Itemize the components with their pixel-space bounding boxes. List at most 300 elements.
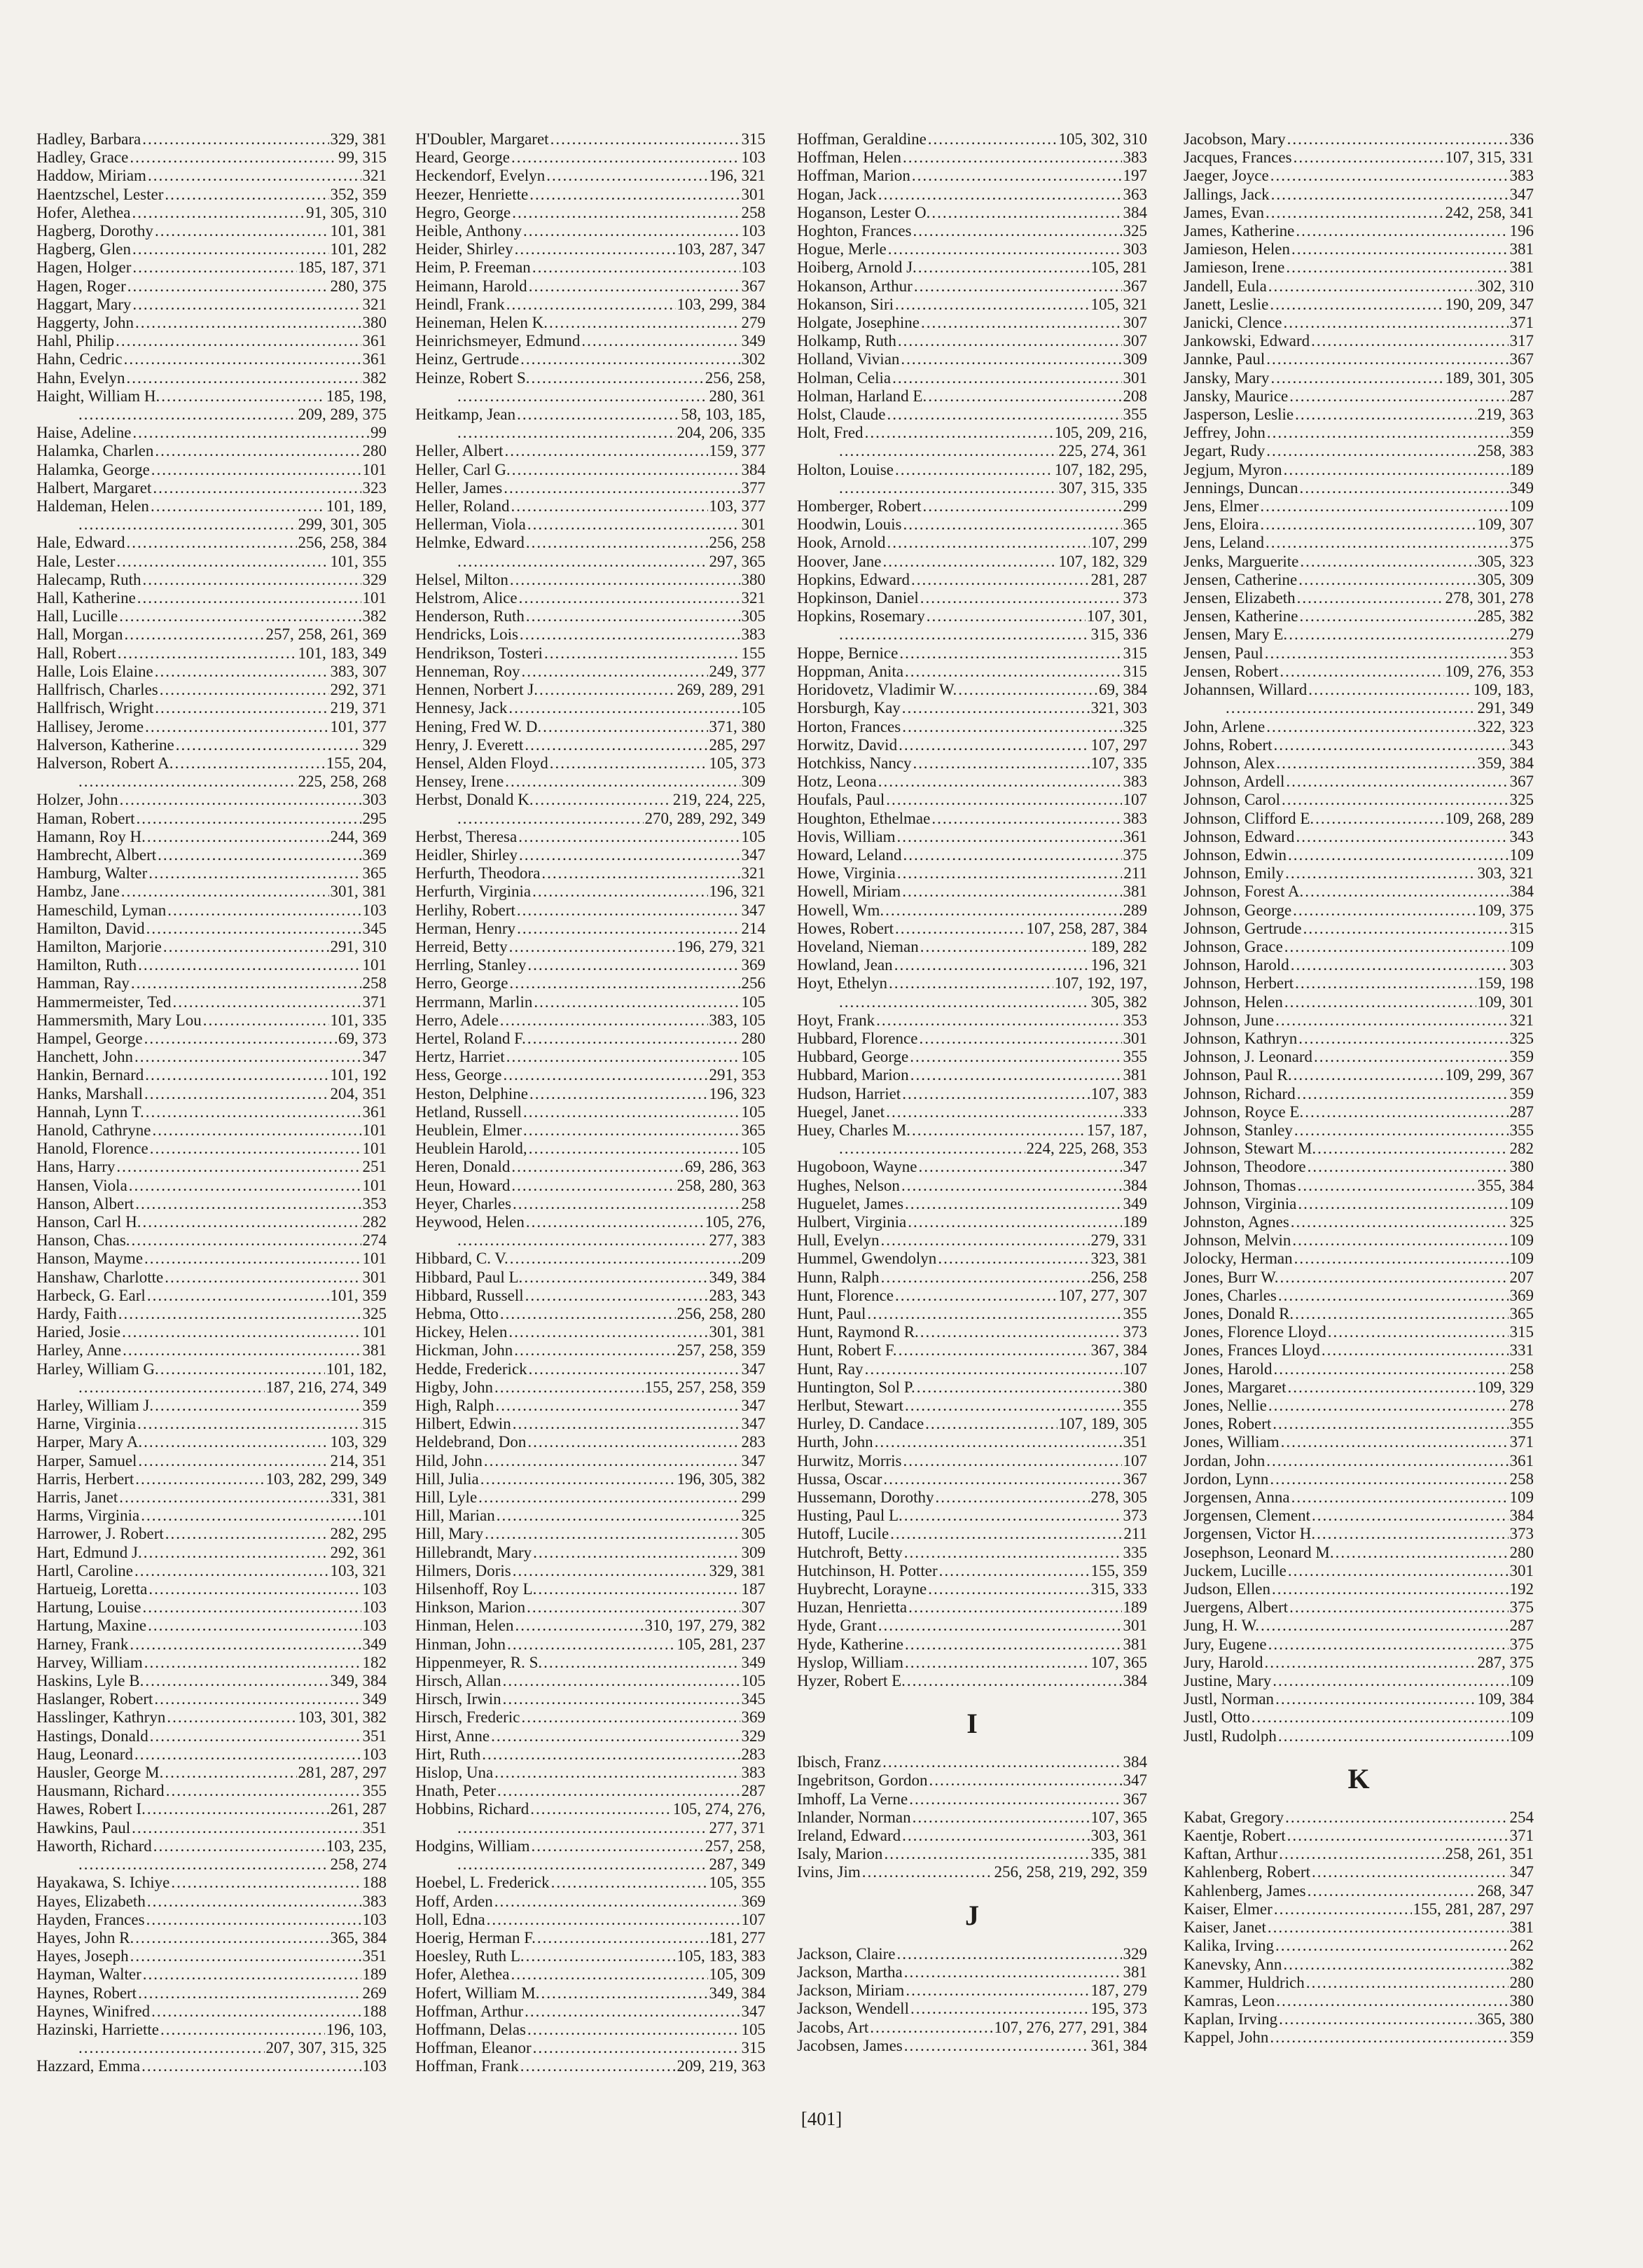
index-entry [1184, 296, 1534, 314]
entry-name: Hubbard, George [797, 1048, 909, 1066]
entry-name: Johnson, Edwin [1184, 845, 1287, 864]
leader-dots [1266, 718, 1476, 736]
entry-name: Johnson, Harold [1184, 956, 1289, 974]
entry-name: Hubbard, Marion [797, 1066, 909, 1084]
entry-pages: 349 [362, 1690, 387, 1708]
leader-dots [902, 883, 1121, 901]
entry-pages: 283, 343 [709, 1286, 765, 1304]
entry-pages: 105 [741, 827, 765, 845]
leader-dots [78, 773, 297, 791]
leader-dots [897, 1945, 1122, 1963]
entry-name: Johnston, Agnes [1184, 1212, 1289, 1231]
leader-dots [839, 993, 1090, 1011]
leader-dots [881, 1231, 1090, 1250]
entry-pages: 315 [1123, 662, 1147, 680]
leader-dots [504, 1066, 708, 1084]
leader-dots [917, 1378, 1122, 1397]
leader-dots [145, 1672, 328, 1690]
entry-pages: 381 [1123, 1066, 1147, 1084]
leader-dots [132, 296, 361, 314]
leader-dots [494, 1893, 740, 1911]
entry-name: Jansky, Mary [1184, 368, 1270, 387]
entry-pages: 258 [741, 1194, 765, 1212]
entry-name: Johnson, Clifford E. [1184, 809, 1315, 827]
leader-dots [153, 1837, 325, 1855]
entry-pages: 359 [1509, 1048, 1534, 1066]
index-entry [1184, 314, 1534, 332]
index-entry-continuation [36, 406, 387, 424]
entry-name: Haldeman, Helen [36, 497, 149, 516]
entry-pages: 187 [741, 1580, 765, 1598]
index-entry [797, 553, 1147, 571]
entry-pages: 105, 373 [709, 754, 765, 772]
index-entry [415, 1470, 765, 1488]
index-entry [36, 1874, 387, 1892]
index-entry [797, 956, 1147, 974]
index-entry [797, 314, 1147, 332]
leader-dots [1276, 1992, 1508, 2010]
leader-dots [155, 699, 328, 717]
index-entry [415, 1984, 765, 2003]
entry-pages: 355 [1509, 1121, 1534, 1139]
leader-dots [529, 186, 740, 204]
entry-pages: 107 [1123, 1360, 1147, 1378]
entry-pages: 103 [362, 1745, 387, 1763]
leader-dots [1291, 1488, 1509, 1507]
entry-name: Henderson, Ruth [415, 607, 525, 625]
entry-name: Haworth, Richard [36, 1837, 152, 1855]
entry-name: Hallfrisch, Wright [36, 699, 154, 717]
index-entry [1184, 1378, 1534, 1397]
index-entry [415, 1195, 765, 1213]
entry-name: Haskins, Lyle B. [36, 1672, 144, 1690]
entry-pages: 384 [1123, 1672, 1147, 1690]
index-entry [415, 920, 765, 938]
index-entry [36, 2003, 387, 2021]
index-entry [1184, 167, 1534, 185]
entry-pages: 307, 315, 335 [1058, 478, 1147, 497]
entry-pages: 257, 258, [705, 1837, 765, 1855]
index-entry [36, 350, 387, 368]
entry-name: Hoff, Arden [415, 1892, 493, 1910]
leader-dots [517, 920, 740, 938]
index-entry [36, 864, 387, 883]
index-entry [415, 625, 765, 644]
entry-name: Hayes, John R. [36, 1928, 134, 1947]
index-entry [415, 240, 765, 258]
index-entry [415, 1911, 765, 1929]
index-entry [1184, 1048, 1534, 1066]
entry-name: Hutoff, Lucile [797, 1525, 889, 1543]
index-entry-continuation [1184, 699, 1534, 717]
entry-pages: 315 [362, 1415, 387, 1433]
entry-name: Hambrecht, Albert [36, 845, 157, 864]
entry-name: Johnson, Alex [1184, 754, 1275, 772]
index-entry [415, 1672, 765, 1690]
index-entry [415, 938, 765, 956]
index-entry [415, 1598, 765, 1617]
entry-name: Kaiser, Elmer [1184, 1900, 1273, 1918]
entry-pages: 187, 216, 274, 349 [265, 1378, 387, 1396]
entry-pages: 329 [362, 735, 387, 754]
leader-dots [935, 1488, 1089, 1507]
index-entry [1184, 736, 1534, 754]
leader-dots [913, 222, 1122, 240]
leader-dots [903, 148, 1121, 167]
index-entry [415, 791, 765, 809]
entry-name: Kaplan, Irving [1184, 2010, 1278, 2028]
index-entry [1184, 332, 1534, 350]
entry-pages: 380 [1509, 1991, 1534, 2010]
entry-name: Hunn, Ralph [797, 1268, 880, 1286]
entry-pages: 109, 299, 367 [1445, 1066, 1534, 1084]
entry-name: Johnson, Paul R. [1184, 1066, 1292, 1084]
entry-pages: 103, 235, [326, 1837, 387, 1855]
index-entry [797, 1598, 1147, 1617]
leader-dots [457, 387, 708, 406]
entry-pages: 352, 359 [330, 185, 387, 203]
entry-pages: 101, 381 [330, 222, 387, 240]
entry-pages: 101, 335 [330, 1011, 387, 1029]
index-entry [797, 901, 1147, 920]
entry-name: Hunt, Florence [797, 1286, 894, 1304]
entry-name: Hussemann, Dorothy [797, 1488, 934, 1507]
leader-dots [1287, 1378, 1476, 1397]
entry-name: Helmke, Edward [415, 534, 525, 552]
leader-dots [457, 1855, 708, 1874]
leader-dots [165, 1764, 296, 1782]
leader-dots [1278, 1727, 1509, 1745]
index-entry [36, 663, 387, 681]
entry-pages: 361 [1123, 827, 1147, 845]
entry-pages: 103 [362, 1580, 387, 1598]
leader-dots [129, 1177, 361, 1195]
entry-pages: 301 [1509, 1561, 1534, 1579]
leader-dots [1308, 1158, 1509, 1176]
entry-name: Hess, George [415, 1066, 502, 1084]
index-entry [36, 148, 387, 167]
leader-dots [901, 1177, 1122, 1195]
index-entry [36, 497, 387, 516]
entry-name: Hurley, D. Candace [797, 1415, 924, 1433]
entry-pages: 256, 258, [705, 368, 765, 387]
leader-dots [1300, 553, 1476, 571]
entry-name: Heckendorf, Evelyn [415, 167, 546, 185]
leader-dots [518, 828, 740, 846]
leader-dots [878, 773, 1122, 791]
leader-dots [497, 1507, 740, 1525]
leader-dots [1289, 1598, 1508, 1617]
entry-name: Halamka, George [36, 460, 150, 478]
entry-name: Jasperson, Leslie [1184, 406, 1294, 424]
leader-dots [142, 130, 328, 148]
index-entry [797, 1378, 1147, 1397]
entry-name: Jolocky, Herman [1184, 1250, 1293, 1268]
entry-name: Howell, Wm. [797, 901, 885, 919]
entry-pages: 292, 361 [330, 1543, 387, 1561]
entry-name: Harrower, J. Robert [36, 1525, 164, 1543]
entry-pages: 384 [1123, 203, 1147, 221]
entry-pages: 353 [1509, 644, 1534, 662]
entry-pages: 258, 261, 351 [1445, 1845, 1534, 1863]
entry-pages: 301 [1123, 1617, 1147, 1635]
entry-pages: 256, 258 [709, 534, 765, 552]
entry-pages: 185, 198, [326, 387, 387, 405]
entry-name: Hausmann, Richard [36, 1782, 165, 1800]
entry-name: Hamilton, Marjorie [36, 937, 162, 955]
entry-name: Jorgensen, Victor H. [1184, 1525, 1316, 1543]
entry-pages: 305 [741, 607, 765, 625]
entry-name: Hyzer, Robert E. [797, 1672, 906, 1690]
entry-pages: 329 [362, 570, 387, 588]
leader-dots [1298, 1030, 1508, 1048]
leader-dots [550, 130, 740, 148]
index-entry [415, 1929, 765, 1947]
entry-name: Hoyt, Ethelyn [797, 974, 888, 993]
entry-pages: 101 [362, 1121, 387, 1139]
entry-name: Hinman, John [415, 1635, 506, 1653]
entry-name: Hazzard, Emma [36, 2057, 141, 2075]
leader-dots [839, 442, 1058, 460]
entry-name: Haried, Josie [36, 1323, 121, 1341]
leader-dots [1264, 1654, 1476, 1672]
entry-pages: 383 [741, 625, 765, 644]
entry-pages: 291, 310 [330, 937, 387, 955]
entry-name: Heard, George [415, 148, 510, 167]
entry-pages: 382 [1509, 1955, 1534, 1973]
entry-name: Hubbard, Florence [797, 1029, 918, 1047]
leader-dots [143, 1965, 361, 1984]
entry-pages: 258, 383 [1477, 442, 1534, 460]
entry-name: Jensen, Catherine [1184, 570, 1298, 588]
index-entry [797, 1617, 1147, 1635]
index-entry [415, 1121, 765, 1140]
entry-name: Houghton, Ethelmae [797, 809, 931, 827]
index-entry [36, 296, 387, 314]
leader-dots [928, 130, 1058, 148]
leader-dots [920, 589, 1122, 607]
entry-pages: 367 [1123, 1790, 1147, 1808]
index-entry [36, 1011, 387, 1030]
index-entry [415, 1488, 765, 1507]
leader-dots [913, 754, 1090, 773]
leader-dots [527, 516, 740, 534]
leader-dots [1266, 204, 1444, 222]
entry-pages: 251 [362, 1158, 387, 1176]
index-entry [415, 2039, 765, 2057]
entry-name: Jamieson, Irene [1184, 258, 1285, 277]
leader-dots [1273, 1415, 1508, 1433]
entry-name: Jones, Florence Lloyd [1184, 1323, 1326, 1341]
index-entry [36, 424, 387, 442]
entry-name: Haslanger, Robert [36, 1690, 153, 1708]
entry-name: Hoganson, Lester O. [797, 203, 931, 221]
entry-pages: 277, 371 [709, 1818, 765, 1837]
entry-name: Jallings, Jack [1184, 185, 1270, 203]
entry-name: Herreid, Betty [415, 937, 508, 955]
leader-dots [1289, 625, 1508, 644]
leader-dots [153, 479, 361, 497]
leader-dots [122, 1323, 361, 1341]
entry-pages: 281, 287, 297 [298, 1764, 387, 1782]
index-entry [1184, 2028, 1534, 2047]
entry-name: Jandell, Eula [1184, 277, 1267, 295]
entry-name: Hening, Fred W. D. [415, 717, 542, 735]
entry-name: Hartl, Caroline [36, 1561, 133, 1579]
index-entry [797, 1507, 1147, 1525]
entry-pages: 209, 289, 375 [298, 406, 387, 424]
entry-name: Jones, Frances Lloyd [1184, 1341, 1320, 1360]
index-entry [415, 1617, 765, 1635]
index-entry [36, 534, 387, 552]
entry-name: Jordon, Lynn [1184, 1470, 1269, 1488]
entry-name: Johnson, Helen [1184, 993, 1283, 1011]
entry-name: Hussa, Oscar [797, 1470, 882, 1488]
entry-name: Harne, Virginia [36, 1415, 137, 1433]
leader-dots [511, 148, 740, 167]
entry-name: Ibisch, Franz [797, 1753, 882, 1771]
entry-name: Howland, Jean [797, 956, 893, 974]
leader-dots [1266, 442, 1476, 460]
index-entry [415, 1030, 765, 1048]
leader-dots [151, 461, 361, 479]
index-entry [1184, 1672, 1534, 1690]
entry-pages: 297, 365 [709, 552, 765, 570]
entry-name: Holman, Celia [797, 368, 892, 387]
entry-name: Haman, Robert [36, 809, 135, 827]
entry-pages: 302, 310 [1477, 277, 1534, 295]
entry-name: Hanchett, John [36, 1048, 133, 1066]
entry-pages: 349 [741, 1653, 765, 1671]
leader-dots [839, 1140, 1025, 1158]
entry-pages: 369 [1509, 1286, 1534, 1304]
index-entry [415, 1305, 765, 1323]
entry-pages: 283 [741, 1433, 765, 1451]
entry-pages: 207, 307, 315, 325 [265, 2039, 387, 2057]
index-entry [36, 204, 387, 222]
leader-dots [884, 1845, 1089, 1863]
index-entry [36, 479, 387, 497]
entry-name: Hurwitz, Morris [797, 1451, 902, 1470]
leader-dots [146, 920, 361, 938]
entry-pages: 359 [1509, 1084, 1534, 1102]
leader-dots [529, 1360, 740, 1378]
index-entry [1184, 1213, 1534, 1231]
index-entry [1184, 1598, 1534, 1617]
leader-dots [896, 828, 1121, 846]
index-entry [1184, 974, 1534, 993]
entry-pages: 101, 192 [330, 1066, 387, 1084]
index-entry [797, 810, 1147, 828]
entry-name: Heyer, Charles [415, 1194, 512, 1212]
leader-dots [511, 1158, 684, 1176]
leader-dots [539, 681, 675, 699]
entry-name: Husting, Paul L. [797, 1507, 903, 1525]
entry-pages: 347 [1509, 1863, 1534, 1881]
entry-pages: 377 [741, 478, 765, 497]
entry-pages: 345 [741, 1690, 765, 1708]
index-entry [1184, 1121, 1534, 1140]
entry-name: Jegart, Rudy [1184, 442, 1266, 460]
entry-name: Hopkins, Edward [797, 570, 910, 588]
entry-pages: 383 [1123, 148, 1147, 167]
index-entry [797, 1580, 1147, 1598]
leader-dots [533, 2039, 740, 2057]
entry-name: Hennen, Norbert J. [415, 681, 539, 699]
index-entry [415, 1837, 765, 1855]
entry-pages: 280 [741, 1029, 765, 1047]
entry-name: Holkamp, Ruth [797, 332, 896, 350]
entry-name: Johnson, Emily [1184, 864, 1284, 883]
entry-pages: 196, 279, 321 [677, 937, 765, 955]
entry-pages: 219, 224, 225, [672, 791, 765, 809]
leader-dots [931, 204, 1121, 222]
index-entry [1184, 644, 1534, 663]
leader-dots [167, 901, 361, 920]
index-entry [797, 240, 1147, 258]
entry-pages: 188 [362, 2002, 387, 2020]
entry-pages: 280 [362, 442, 387, 460]
index-entry [797, 350, 1147, 368]
entry-name: Johnson, Royce E. [1184, 1102, 1304, 1121]
leader-dots [126, 369, 361, 387]
index-entry [1184, 1525, 1534, 1543]
entry-name: Jensen, Elizabeth [1184, 589, 1296, 607]
index-entry [1184, 387, 1534, 406]
entry-pages: 105, 355 [709, 1874, 765, 1892]
index-entry [36, 1727, 387, 1745]
leader-dots [524, 1268, 707, 1287]
index-entry [415, 846, 765, 864]
leader-dots [118, 644, 297, 663]
entry-pages: 321 [1509, 1011, 1534, 1029]
entry-pages: 105, 321 [1090, 295, 1147, 313]
index-entry [797, 1945, 1147, 1963]
leader-dots [137, 810, 361, 828]
entry-pages: 105 [741, 699, 765, 717]
entry-pages: 380 [1123, 1378, 1147, 1396]
entry-pages: 347 [741, 1397, 765, 1415]
leader-dots [1282, 791, 1509, 809]
entry-name: Justl, Otto [1184, 1708, 1250, 1727]
entry-name: Hallisey, Jerome [36, 717, 144, 735]
entry-name: Hillebrandt, Mary [415, 1543, 532, 1561]
leader-dots [1295, 1305, 1508, 1323]
leader-dots [505, 442, 708, 460]
index-entry [797, 461, 1147, 479]
entry-name: Harley, William G. [36, 1360, 159, 1378]
index-entry [1184, 663, 1534, 681]
leader-dots [517, 901, 740, 920]
entry-pages: 309 [741, 1543, 765, 1561]
entry-pages: 302 [741, 350, 765, 368]
entry-pages: 325 [1509, 791, 1534, 809]
leader-dots [523, 1121, 740, 1140]
leader-dots [485, 1525, 740, 1543]
index-entry [415, 1507, 765, 1525]
index-entry [415, 296, 765, 314]
entry-name: Hazinski, Harriette [36, 2020, 159, 2038]
index-entry [797, 1525, 1147, 1543]
index-entry [797, 1305, 1147, 1323]
index-entry [415, 1800, 765, 1818]
entry-name: Johnson, J. Leonard [1184, 1048, 1312, 1066]
entry-name: Hastings, Donald [36, 1727, 148, 1745]
entry-name: Hoffman, Arthur [415, 2002, 524, 2020]
index-entry [36, 1617, 387, 1635]
entry-name: Heston, Delphine [415, 1084, 528, 1102]
entry-pages: 109, 307 [1477, 516, 1534, 534]
